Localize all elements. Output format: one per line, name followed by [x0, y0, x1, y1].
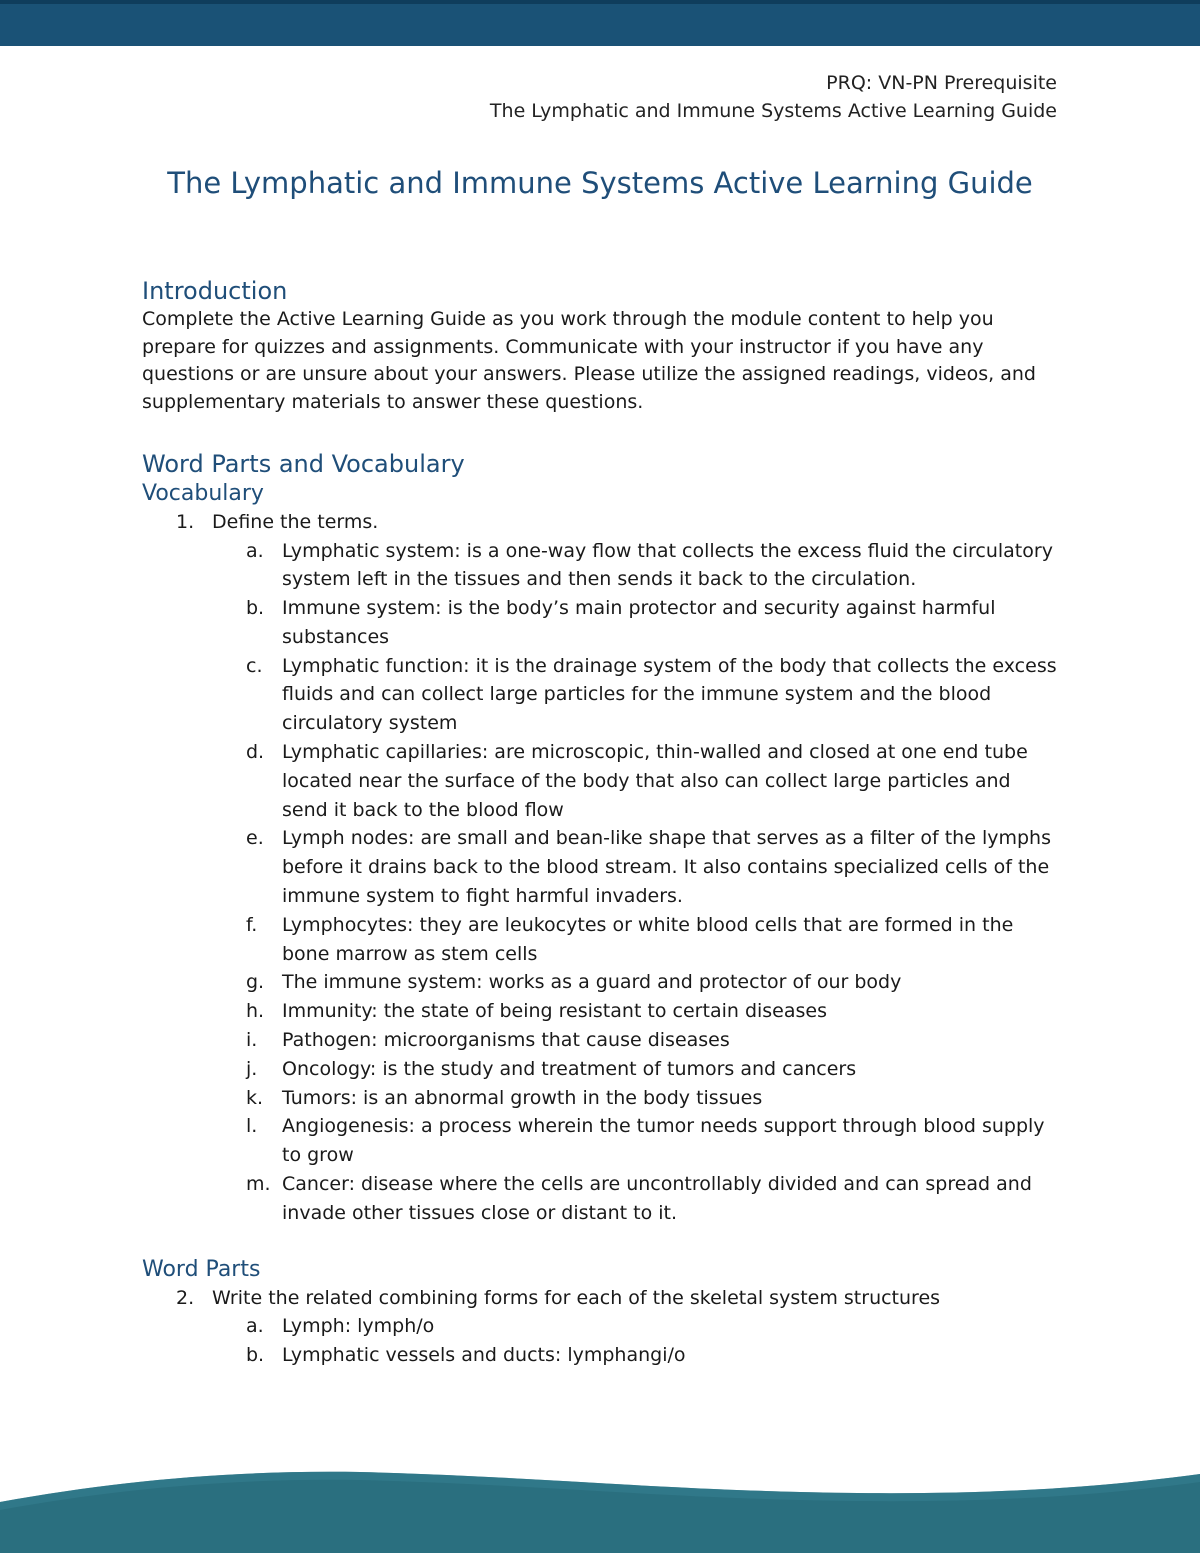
question-number: 1.: [176, 511, 195, 533]
term-definition: The immune system: works as a guard and protector of our body: [282, 971, 902, 994]
question-text: Write the related combining forms for each of the skeletal system structures: [212, 1286, 941, 1309]
term-definition: Angiogenesis: a process wherein the tumor needs support through blood supply to grow: [282, 1115, 1045, 1167]
term-definition: Tumors: is an abnormal growth in the body tissues: [282, 1086, 763, 1109]
question-text: Define the terms.: [212, 511, 379, 533]
list-marker: i.: [246, 1029, 258, 1052]
footer-wave: [0, 1460, 1200, 1553]
list-marker: k.: [246, 1086, 264, 1109]
list-marker: h.: [246, 1000, 265, 1023]
term-definition: Lymphocytes: they are leukocytes or white blood cells that are formed in the bone marrow as stem cells: [282, 913, 1014, 965]
list-marker: m.: [246, 1173, 271, 1196]
question-1: [142, 509, 1062, 537]
list-item: [142, 1341, 1062, 1370]
list-marker: j.: [246, 1057, 258, 1080]
vocabulary-heading: Vocabulary: [142, 481, 264, 506]
question-number: 2.: [176, 1286, 195, 1309]
list-marker: e.: [246, 827, 264, 850]
term-definition: Oncology: is the study and treatment of tumors and cancers: [282, 1057, 857, 1080]
word-parts-heading: Word Parts: [142, 1256, 261, 1282]
question-2: [142, 1285, 1062, 1313]
list-item: [142, 1055, 1062, 1084]
term-definition: Lymphatic capillaries: are microscopic, thin-walled and closed at one end tube located near the surface of the body that also can collect large particles and send it back to the blood flow: [282, 741, 1028, 821]
list-item: [142, 1026, 1062, 1055]
list-marker: b.: [246, 597, 265, 620]
list-item: [142, 738, 1062, 824]
list-marker: b.: [246, 1343, 265, 1366]
list-marker: f.: [246, 913, 258, 936]
list-item: [142, 997, 1062, 1026]
word-parts-list: [142, 1312, 1062, 1370]
list-marker: d.: [246, 741, 265, 764]
list-marker: c.: [246, 654, 263, 677]
list-item: [142, 1084, 1062, 1113]
page-header: [490, 69, 1057, 125]
term-definition: Cancer: disease where the cells are uncontrollably divided and can spread and invade other tissues close or distant to it.: [282, 1173, 1032, 1224]
combining-form: Lymphatic vessels and ducts: lymphangi/o: [282, 1343, 686, 1366]
document-body: [142, 276, 1062, 1370]
list-item: [142, 1112, 1062, 1170]
top-banner: [0, 0, 1200, 46]
list-marker: a.: [246, 539, 264, 562]
term-definition: Lymphatic function: it is the drainage system of the body that collects the excess fluids and can collect large particles for the immune system and the blood circulatory system: [282, 654, 1057, 735]
page-title: The Lymphatic and Immune Systems Active Learning Guide: [167, 166, 1033, 200]
list-item: [142, 1312, 1062, 1341]
term-definition: Immunity: the state of being resistant to certain diseases: [282, 1000, 828, 1023]
list-item: [142, 594, 1062, 652]
list-item: [142, 537, 1062, 595]
combining-form: Lymph: lymph/o: [282, 1315, 435, 1338]
header-course: PRQ: VN-PN Prerequisite: [826, 72, 1057, 94]
intro-heading: Introduction: [142, 277, 288, 305]
word-parts-vocab-heading: Word Parts and Vocabulary: [142, 450, 465, 478]
header-guide-title: The Lymphatic and Immune Systems Active Learning Guide: [489, 100, 1057, 122]
term-definition: Immune system: is the body’s main protector and security against harmful substances: [282, 597, 996, 648]
term-definition: Lymphatic system: is a one-way flow that collects the excess fluid the circulatory system left in the tissues and then sends it back to the circulation.: [282, 539, 1053, 591]
term-definition: Lymph nodes: are small and bean-like shape that serves as a filter of the lymphs before it drains back to the blood stream. It also contains specialized cells of the immune system to fight harmful invaders.: [282, 827, 1051, 908]
list-item: [142, 652, 1062, 738]
list-item: [142, 824, 1062, 910]
list-item: [142, 1170, 1062, 1228]
term-definition: Pathogen: microorganisms that cause diseases: [282, 1029, 730, 1052]
list-item: [142, 911, 1062, 969]
list-marker: a.: [246, 1315, 264, 1338]
list-marker: l.: [246, 1115, 258, 1138]
intro-text: Complete the Active Learning Guide as you work through the module content to help you prepare for quizzes and assignments. Communicate with your instructor if you have any questions or are unsure about your answers. Please utilize the assigned readings, videos, and supplementary materials to answer these questions.: [142, 308, 1036, 413]
vocabulary-terms-list: [142, 537, 1062, 1228]
list-marker: g.: [246, 971, 265, 994]
list-item: [142, 968, 1062, 997]
